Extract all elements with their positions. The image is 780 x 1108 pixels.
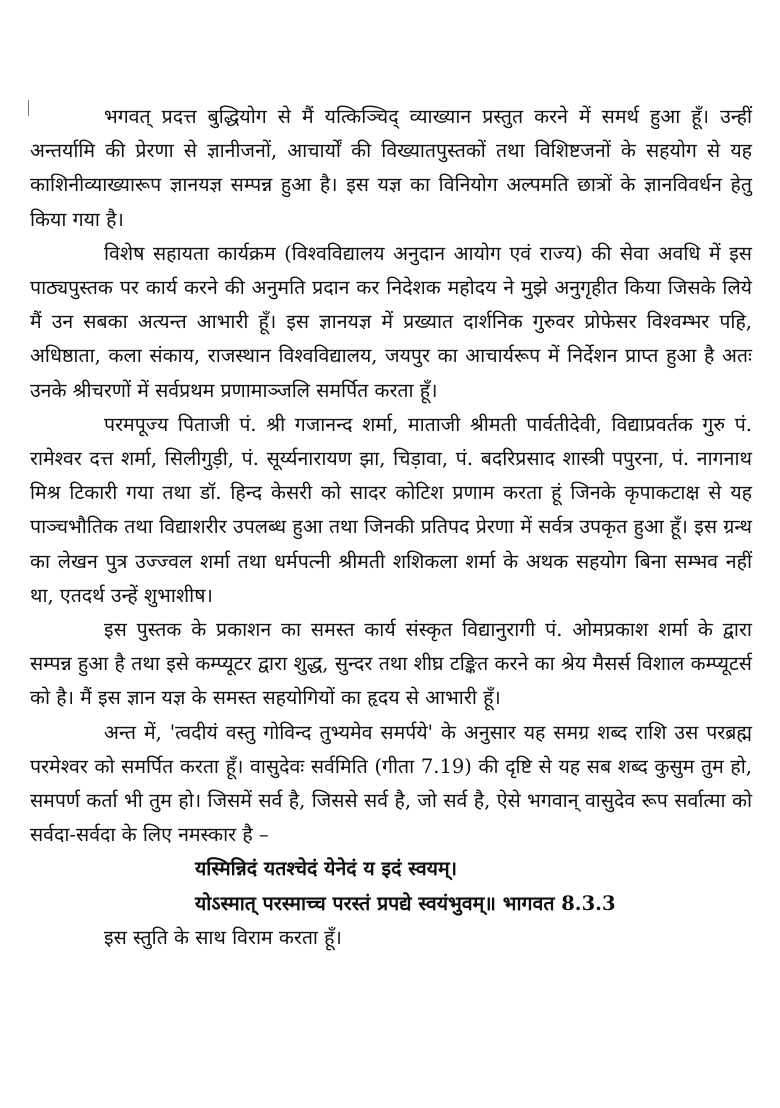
paragraph-dedication: अन्त में, 'त्वदीयं वस्तु गोविन्द तुभ्यमेव समर्पये' के अनुसार यह समग्र शब्द राशि उस परब्रह्म परमेश्वर को समर्पित करता हूँ। वासुदेवः सर्वमिति (गीता 7.19) की दृष्टि से यह सब शब्द कुसुम तुम हो, समपर्ण कर्ता भी तुम हो। जिसमें सर्व है, जिससे सर्व है, जो सर्व है, ऐसे भगवान् वासुदेव रूप सर्वात्मा को सर्वदा-सर्वदा के लिए नमस्कार है – bbox=[30, 720, 752, 847]
verse-line-1: यस्मिन्निदं यतश्चेदं येनेदं य इदं स्वयम्। bbox=[195, 857, 458, 881]
margin-mark bbox=[28, 100, 29, 116]
paragraph-family-gratitude: परमपूज्य पिताजी पं. श्री गजानन्द शर्मा, माताजी श्रीमती पार्वतीदेवी, विद्याप्रवर्तक गुरु पं. रामेश्वर दत्त शर्मा, सिलीगुड़ी, पं. सूर्य्यनारायण झा, चिड़ावा, पं. बदरिप्रसाद शास्त्री पपुरना, पं. नागनाथ मिश्र टिकारी गया तथा डॉ. हिन्द केसरी को सादर कोटिश प्रणाम करता हूं जिनके कृपाकटाक्ष से यह पाञ्चभौतिक तथा विद्याशरीर उपलब्ध हुआ तथा जिनकी प्रतिपद प्रेरणा में सर्वत्र उपकृत हुआ हूँ। इस ग्रन्थ का लेखन पुत्र उज्ज्वल शर्मा तथा धर्मपत्नी श्रीमती शशिकला शर्मा के अथक सहयोग बिना सम्भव नहीं था, एतदर्थ उन्हें शुभाशीष। bbox=[30, 412, 752, 607]
paragraph-acknowledgement-intro: भगवत् प्रदत्त बुद्धियोग से मैं यत्किञ्चिद् व्याख्यान प्रस्तुत करने में समर्थ हुआ हूँ। उन्हीं अन्तर्यामि की प्रेरणा से ज्ञानीजनों, आचार्यों की विख्यातपुस्तकों तथा विशिष्टजनों के सहयोग से यह काशिनीव्याख्यारूप ज्ञानयज्ञ सम्पन्न हुआ है। इस यज्ञ का विनियोग अल्पमति छात्रों के ज्ञानविवर्धन हेतु किया गया है। bbox=[30, 105, 752, 231]
paragraph-publication: इस पुस्तक के प्रकाशन का समस्त कार्य संस्कृत विद्यानुरागी पं. ओमप्रकाश शर्मा के द्वारा सम्पन्न हुआ है तथा इसे कम्प्यूटर द्वारा शुद्ध, सुन्दर तथा शीघ्र टङ्कित करने का श्रेय मैसर्स विशाल कम्प्यूटर्स को है। मैं इस ज्ञान यज्ञ के समस्त सहयोगियों का हृदय से आभारी हूँ। bbox=[30, 618, 752, 710]
preface-page bbox=[30, 100, 752, 955]
closing-line: इस स्तुति के साथ विराम करता हूँ। bbox=[104, 925, 342, 949]
verse-line-2: योऽस्मात् परस्माच्च परस्तं प्रपद्ये स्वयंभुवम्॥ भागवत 8.3.3 bbox=[195, 891, 616, 915]
paragraph-special-assistance: विशेष सहायता कार्यक्रम (विश्वविद्यालय अनुदान आयोग एवं राज्य) की सेवा अवधि में इस पाठ्यपुस्तक पर कार्य करने की अनुमति प्रदान कर निदेशक महोदय ने मुझे अनुगृहीत किया जिसके लिये मैं उन सबका अत्यन्त आभारी हूँ। इस ज्ञानयज्ञ में प्रख्यात दार्शनिक गुरुवर प्रोफेसर विश्वम्भर पहि, अधिष्ठाता, कला संकाय, राजस्थान विश्वविद्यालय, जयपुर का आचार्यरूप में निर्देशन प्राप्त हुआ है अतः उनके श्रीचरणों में सर्वप्रथम प्रणामाञ्जलि समर्पित करता हूँ। bbox=[30, 241, 752, 402]
